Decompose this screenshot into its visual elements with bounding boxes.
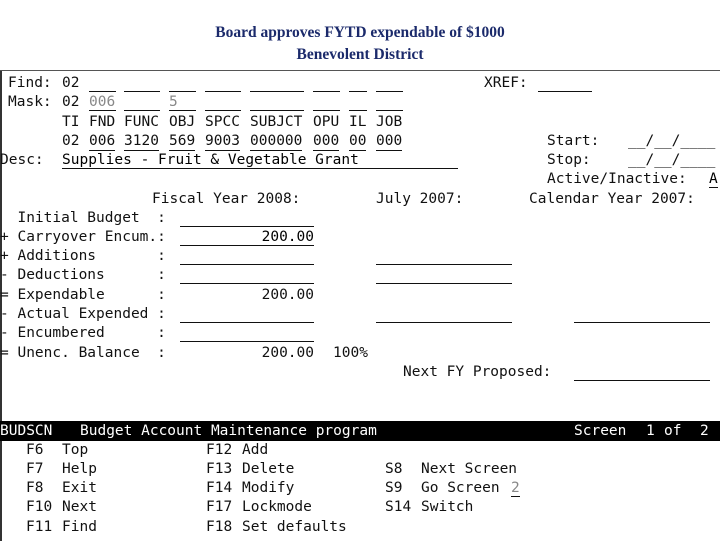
find-opu-field[interactable] [313,74,340,92]
active-inactive-field[interactable]: A [709,171,718,187]
screen-of: of [664,423,682,439]
value-fnd: 006 [89,133,116,149]
screen-total: 2 [700,423,709,439]
xref-field[interactable] [538,74,592,92]
expendable-fy-value: 200.00 [261,287,314,303]
terminal-screen [0,70,720,541]
col-header-opu: OPU [313,114,340,130]
mask-job-field[interactable] [376,93,403,111]
additions-month-field[interactable] [376,247,512,265]
stop-label: Stop: [547,152,591,168]
desc-field[interactable]: Supplies - Fruit & Vegetable Grant [62,151,458,169]
unenc-balance-percent: 100% [333,345,368,361]
screen-label: Screen [574,423,627,439]
row-label-initial-budget: Initial Budget : [0,210,166,226]
actual-expended-month-field[interactable] [376,305,512,323]
deductions-month-field[interactable] [376,266,512,284]
row-label-encumbered: - Encumbered : [0,325,166,341]
unenc-balance-fy-value: 200.00 [261,345,314,361]
fkey-find-label[interactable]: Find [62,519,97,535]
row-label-expendable: = Expendable : [0,287,166,303]
fiscal-year-header: Fiscal Year 2008: [152,191,301,207]
desc-label: Desc: [0,152,44,168]
mask-spcc-field[interactable] [205,93,241,111]
fkey-modify-label[interactable]: Modify [242,480,295,496]
mask-opu-field[interactable] [313,93,340,111]
mask-label: Mask: [8,94,52,110]
col-header-subjct: SUBJCT [250,114,303,130]
fkey-delete-label[interactable]: Delete [242,461,295,477]
col-header-fnd: FND [89,114,116,130]
carryover-encum-fy-field[interactable]: 200.00 [180,228,314,246]
fkey-s14-key[interactable]: S14 [385,499,412,515]
active-inactive-label: Active/Inactive: [547,171,687,187]
mask-subjct-field[interactable] [250,93,304,111]
value-ti: 02 [62,133,80,149]
find-func-field[interactable] [124,74,160,92]
row-label-actual-expended: - Actual Expended : [0,306,166,322]
fkey-f8-key[interactable]: F8 [26,480,44,496]
col-header-obj: OBJ [169,114,196,130]
program-name: Budget Account Maintenance program [80,423,377,439]
col-header-spcc: SPCC [205,114,240,130]
deductions-fy-field[interactable] [180,266,314,284]
row-label-unenc-balance: = Unenc. Balance : [0,345,166,361]
slide-title: Board approves FYTD expendable of $1000 [215,24,505,41]
fkey-f12-key[interactable]: F12 [206,442,233,458]
value-spcc: 9003 [205,133,240,149]
fkey-set-defaults-label[interactable]: Set defaults [242,519,347,535]
fkey-next-label[interactable]: Next [62,499,97,515]
mask-func-field[interactable] [124,93,160,111]
row-label-additions: + Additions : [0,248,166,264]
find-il-field[interactable] [349,74,367,92]
stop-date-field[interactable]: __/__/____ [628,152,716,168]
fkey-top-label[interactable]: Top [62,442,89,458]
fkey-f10-key[interactable]: F10 [26,499,53,515]
find-spcc-field[interactable] [205,74,241,92]
fkey-f14-key[interactable]: F14 [206,480,233,496]
mask-il-field[interactable] [349,93,367,111]
value-il: 00 [349,133,367,149]
calendar-year-header: Calendar Year 2007: [529,191,695,207]
next-fy-proposed-label: Next FY Proposed: [403,364,552,380]
mask-obj-field[interactable]: 5 [169,93,196,111]
fkey-help-label[interactable]: Help [62,461,97,477]
find-subjct-field[interactable] [250,74,304,92]
additions-fy-field[interactable] [180,247,314,265]
initial-budget-fy-field[interactable] [180,209,314,227]
mask-ti-value: 02 [62,94,80,110]
col-header-il: IL [349,114,367,130]
fkey-add-label[interactable]: Add [242,442,269,458]
fkey-f17-key[interactable]: F17 [206,499,233,515]
col-header-ti: TI [62,114,80,130]
value-func: 3120 [124,133,159,149]
fkey-f13-key[interactable]: F13 [206,461,233,477]
encumbered-fy-field[interactable] [180,324,314,342]
value-obj: 569 [169,133,196,149]
value-job: 000 [376,133,403,149]
value-opu: 000 [313,133,340,149]
col-header-func: FUNC [124,114,159,130]
value-subjct: 000000 [250,133,303,149]
fkey-switch-label[interactable]: Switch [421,499,474,515]
fkey-go-screen-label[interactable]: Go Screen [421,480,500,496]
row-label-carryover-encum: + Carryover Encum.: [0,229,166,245]
mask-fnd-field[interactable]: 006 [89,94,116,110]
fkey-s8-key[interactable]: S8 [385,461,403,477]
fkey-exit-label[interactable]: Exit [62,480,97,496]
fkey-f6-key[interactable]: F6 [26,442,44,458]
program-code: BUDSCN [0,423,53,439]
month-header: July 2007: [376,191,464,207]
row-label-deductions: - Deductions : [0,267,166,283]
find-job-field[interactable] [376,74,403,92]
start-date-field[interactable]: __/__/____ [628,133,716,149]
find-ti-value: 02 [62,75,80,91]
fkey-next-screen-label[interactable]: Next Screen [421,461,518,477]
actual-expended-fy-field[interactable] [180,305,314,323]
fkey-f11-key[interactable]: F11 [26,519,53,535]
col-header-job: JOB [376,114,403,130]
actual-expended-calendar-field[interactable] [574,305,710,323]
find-label: Find: [8,75,52,91]
find-fnd-field[interactable] [89,74,116,92]
fkey-lockmode-label[interactable]: Lockmode [242,499,312,515]
slide-subtitle: Benevolent District [296,46,424,63]
xref-label: XREF: [484,75,528,91]
fkey-f7-key[interactable]: F7 [26,461,44,477]
status-bar [0,421,720,441]
next-fy-proposed-field[interactable] [574,363,710,381]
start-label: Start: [547,133,600,149]
fkey-f18-key[interactable]: F18 [206,519,233,535]
fkey-s9-key[interactable]: S9 [385,480,403,496]
screen-number: 1 [646,423,655,439]
find-obj-field[interactable] [169,74,196,92]
go-screen-field[interactable]: 2 [511,480,520,496]
